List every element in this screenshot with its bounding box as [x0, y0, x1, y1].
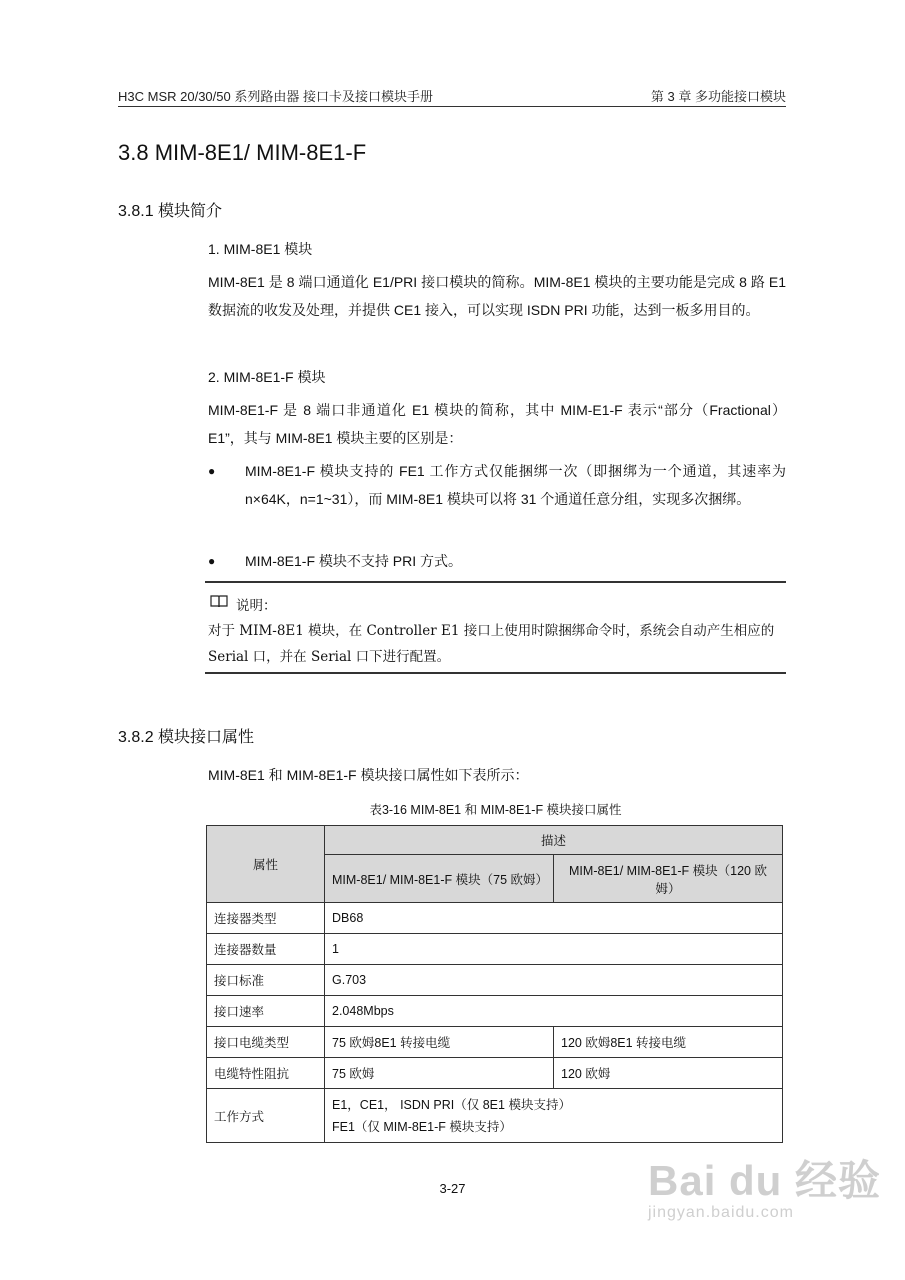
note-label: 说明： [236, 598, 277, 613]
row-value-75: 75 欧姆 [325, 1058, 554, 1089]
table-row [207, 1027, 783, 1058]
header-75-ohm: MIM-8E1/ MIM-8E1-F 模块（75 欧姆） [325, 855, 554, 903]
work-mode-line: FE1（仅 MIM-8E1-F 模块支持） [332, 1119, 512, 1134]
row-value: G.703 [325, 965, 783, 996]
baidu-jingyan-watermark [648, 1148, 881, 1222]
watermark-logo: Bai du 经验 [648, 1157, 882, 1204]
bullet-item: MIM-8E1-F 模块不支持 PRI 方式。 [245, 553, 463, 569]
header-attr: 属性 [207, 826, 325, 903]
page-number: 3-27 [439, 1181, 466, 1196]
row-attr: 接口标准 [207, 965, 325, 996]
table-row [207, 965, 783, 996]
note-text: 对于 MIM-8E1 模块，在 Controller E1 接口上使用时隙捆绑命令时，系统会自动产生相应的 Serial 口，并在 Serial 口下进行配置。 [208, 623, 775, 665]
row-attr: 接口速率 [207, 996, 325, 1027]
table-row [207, 1089, 783, 1143]
section-title: 3.8 MIM-8E1/ MIM-8E1-F [118, 140, 367, 165]
subsection-title-properties: 3.8.2 模块接口属性 [118, 729, 255, 746]
bullet-icon: ● [208, 464, 216, 478]
subsection-title-intro: 3.8.1 模块简介 [118, 203, 223, 220]
item-heading-mim-8e1-f: 2. MIM-8E1-F 模块 [208, 369, 326, 385]
paragraph-mim-8e1: MIM-8E1 是 8 端口通道化 E1/PRI 接口模块的简称。MIM-8E1 模块的主要功能是完成 8 路 E1 数据流的收发及处理，并提供 CE1 接入，可以实现 ISDN PRI 功能，达到一板多用目的。 [208, 274, 786, 318]
table-row [207, 1058, 783, 1089]
work-mode-line: E1，CE1， ISDN PRI（仅 8E1 模块支持） [332, 1097, 571, 1112]
book-icon [210, 594, 228, 613]
row-attr: 接口电缆类型 [207, 1027, 325, 1058]
header-left: H3C MSR 20/30/50 系列路由器 接口卡及接口模块手册 [118, 89, 433, 104]
row-value: 1 [325, 934, 783, 965]
row-value-120: 120 欧姆8E1 转接电缆 [554, 1027, 783, 1058]
row-value [325, 1089, 783, 1143]
header-divider [118, 106, 786, 107]
row-value: DB68 [325, 903, 783, 934]
row-value-75: 75 欧姆8E1 转接电缆 [325, 1027, 554, 1058]
bullet-item: MIM-8E1-F 模块支持的 FE1 工作方式仅能捆绑一次（即捆绑为一个通道，其速率为 n×64K，n=1~31），而 MIM-8E1 模块可以将 31 个通道任意分组，实现多次捆绑。 [245, 463, 786, 507]
row-attr: 连接器数量 [207, 934, 325, 965]
table-intro: MIM-8E1 和 MIM-8E1-F 模块接口属性如下表所示： [208, 767, 529, 783]
note-top-rule [205, 581, 786, 583]
table-caption: 表3-16 MIM-8E1 和 MIM-8E1-F 模块接口属性 [369, 803, 622, 817]
item-heading-mim-8e1: 1. MIM-8E1 模块 [208, 241, 313, 257]
header-desc: 描述 [325, 826, 783, 855]
row-value-120: 120 欧姆 [554, 1058, 783, 1089]
row-value: 2.048Mbps [325, 996, 783, 1027]
row-attr: 工作方式 [207, 1089, 325, 1143]
table-row [207, 996, 783, 1027]
paragraph-mim-8e1-f: MIM-8E1-F 是 8 端口非通道化 E1 模块的简称，其中 MIM-E1-F 表示“部分（Fractional）E1”，其与 MIM-8E1 模块主要的区别是： [208, 402, 786, 446]
table-row [207, 903, 783, 934]
header-right: 第 3 章 多功能接口模块 [650, 89, 786, 104]
table-header-row [207, 826, 783, 855]
note-bottom-rule [205, 672, 786, 674]
properties-table [206, 825, 783, 1143]
table-row [207, 934, 783, 965]
bullet-icon: ● [208, 554, 216, 568]
header-120-ohm: MIM-8E1/ MIM-8E1-F 模块（120 欧姆） [554, 855, 783, 903]
watermark-url: jingyan.baidu.com [648, 1204, 794, 1221]
row-attr: 连接器类型 [207, 903, 325, 934]
row-attr: 电缆特性阻抗 [207, 1058, 325, 1089]
